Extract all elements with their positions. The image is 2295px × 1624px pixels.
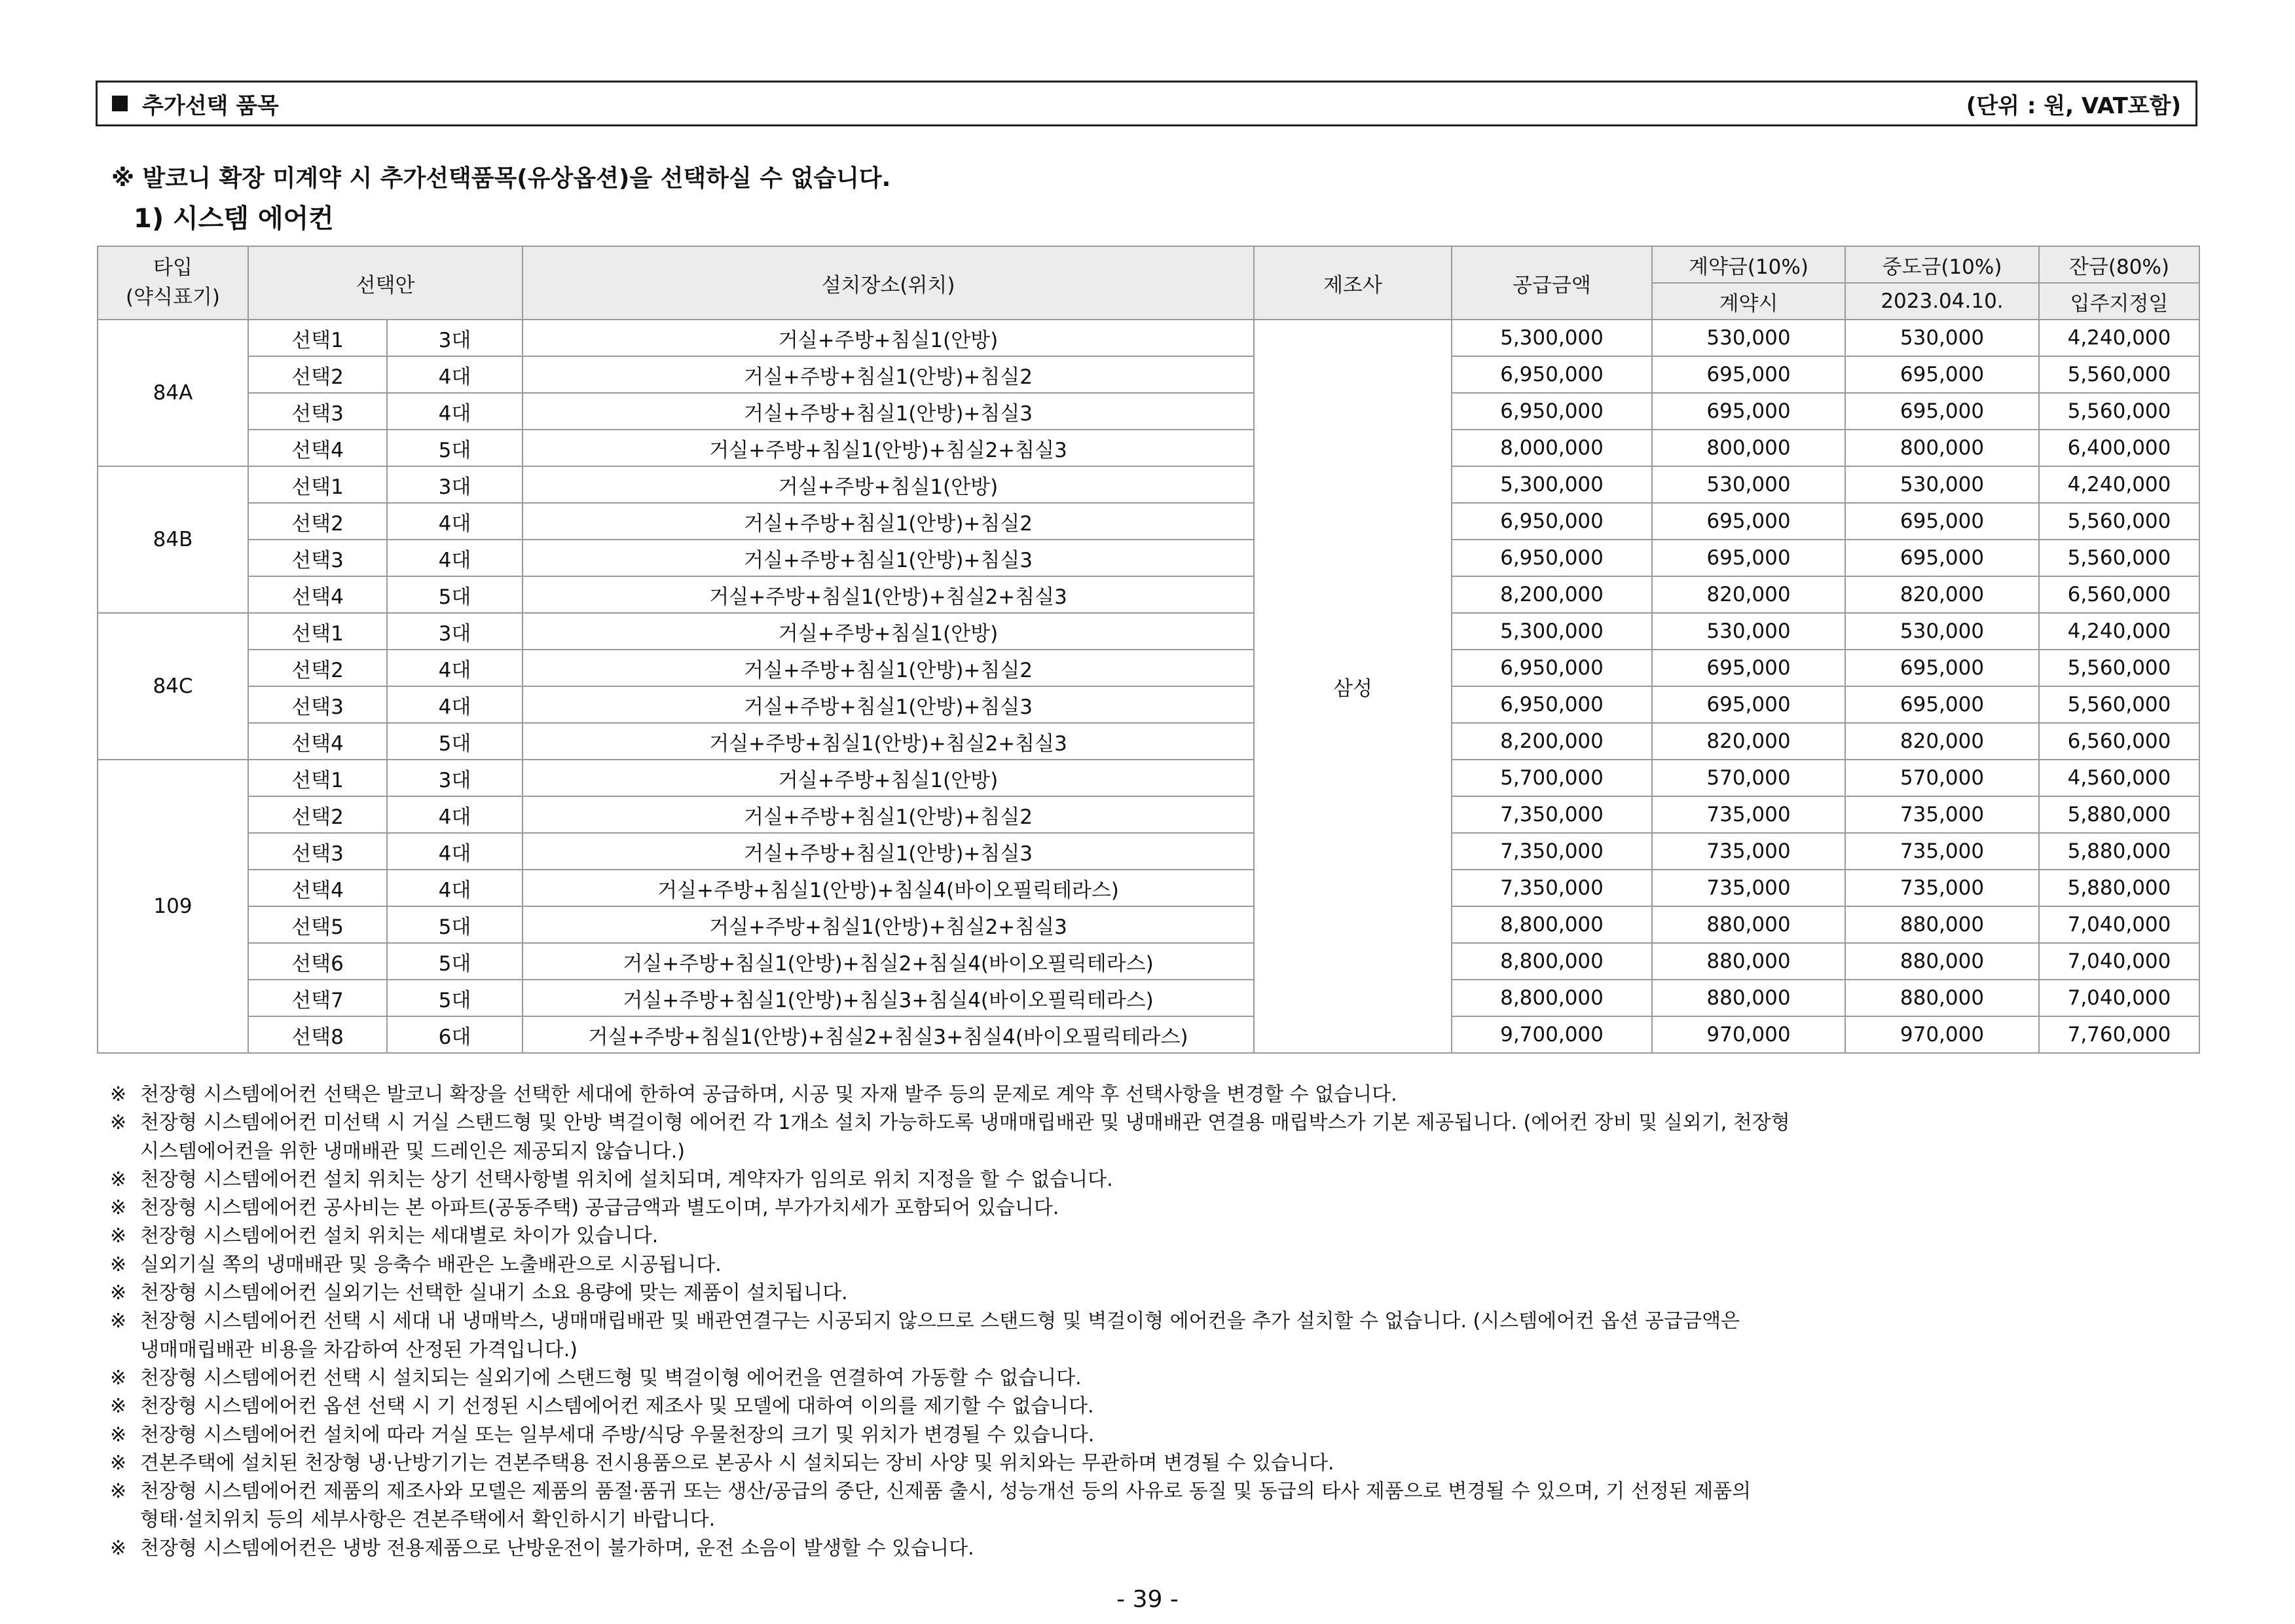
units-cell: 5대 <box>387 723 523 760</box>
option-cell: 선택3 <box>248 833 387 870</box>
price-cell: 7,350,000 <box>1452 796 1652 833</box>
units-cell: 4대 <box>387 356 523 393</box>
note-mark: ※ <box>110 1536 127 1560</box>
middle-payment-cell: 880,000 <box>1845 980 2039 1016</box>
header-middle-when: 2023.04.10. <box>1845 283 2039 320</box>
note-item <box>110 1194 2179 1222</box>
price-cell: 5,300,000 <box>1452 466 1652 503</box>
balance-cell: 7,040,000 <box>2039 980 2199 1016</box>
price-cell: 6,950,000 <box>1452 393 1652 430</box>
header-deposit-when: 계약시 <box>1652 283 1845 320</box>
option-cell: 선택7 <box>248 980 387 1016</box>
middle-payment-cell: 695,000 <box>1845 393 2039 430</box>
price-cell: 6,950,000 <box>1452 650 1652 686</box>
table-row <box>98 576 2199 613</box>
table-row <box>98 650 2199 686</box>
price-cell: 6,950,000 <box>1452 686 1652 723</box>
note-text: 천장형 시스템에어컨 공사비는 본 아파트(공동주택) 공급금액과 별도이며, 부가가치세가 포함되어 있습니다. <box>140 1196 1059 1220</box>
note-text: 천장형 시스템에어컨 선택은 발코니 확장을 선택한 세대에 한하여 공급하며, 시공 및 자재 발주 등의 문제로 계약 후 선택사항을 변경할 수 없습니다. <box>140 1083 1397 1106</box>
note-text: 견본주택에 설치된 천장형 냉·난방기기는 견본주택용 전시용품으로 본공사 시 설치되는 장비 사양 및 위치와는 무관하며 변경될 수 있습니다. <box>140 1451 1334 1475</box>
note-mark: ※ <box>110 1366 127 1390</box>
balance-cell: 5,880,000 <box>2039 833 2199 870</box>
units-cell: 5대 <box>387 943 523 980</box>
price-cell: 5,300,000 <box>1452 320 1652 356</box>
table-row <box>98 760 2199 796</box>
notes-list <box>110 1080 2179 1562</box>
balance-cell: 5,880,000 <box>2039 796 2199 833</box>
balance-cell: 5,560,000 <box>2039 650 2199 686</box>
note-mark: ※ <box>110 1168 127 1191</box>
note-item <box>110 1449 2179 1477</box>
header-maker: 제조사 <box>1254 246 1452 320</box>
table-row <box>98 466 2199 503</box>
price-cell: 8,200,000 <box>1452 723 1652 760</box>
middle-payment-cell: 695,000 <box>1845 686 2039 723</box>
price-cell: 8,800,000 <box>1452 906 1652 943</box>
black-square-icon <box>112 96 128 111</box>
middle-payment-cell: 970,000 <box>1845 1016 2039 1053</box>
balance-cell: 5,560,000 <box>2039 686 2199 723</box>
middle-payment-cell: 735,000 <box>1845 870 2039 906</box>
deposit-cell: 820,000 <box>1652 723 1845 760</box>
note-item <box>110 1166 2179 1194</box>
table-body <box>98 246 2199 1053</box>
table-row <box>98 796 2199 833</box>
units-cell: 4대 <box>387 870 523 906</box>
units-cell: 4대 <box>387 796 523 833</box>
balance-cell: 6,560,000 <box>2039 723 2199 760</box>
units-cell: 4대 <box>387 393 523 430</box>
location-cell: 거실+주방+침실1(안방)+침실4(바이오필릭테라스) <box>523 870 1254 906</box>
balance-cell: 5,560,000 <box>2039 540 2199 576</box>
price-cell: 6,950,000 <box>1452 540 1652 576</box>
header-price: 공급금액 <box>1452 246 1652 320</box>
location-cell: 거실+주방+침실1(안방)+침실2+침실3 <box>523 723 1254 760</box>
price-cell: 5,700,000 <box>1452 760 1652 796</box>
units-cell: 4대 <box>387 503 523 540</box>
note-item <box>110 1251 2179 1279</box>
note-item <box>110 1364 2179 1392</box>
balance-cell: 7,760,000 <box>2039 1016 2199 1053</box>
table-row <box>98 320 2199 356</box>
option-cell: 선택3 <box>248 393 387 430</box>
deposit-cell: 800,000 <box>1652 430 1845 466</box>
location-cell: 거실+주방+침실1(안방)+침실3 <box>523 833 1254 870</box>
table-row <box>98 393 2199 430</box>
section-title-text: 추가선택 품목 <box>142 92 279 119</box>
type-cell: 84C <box>98 613 248 760</box>
deposit-cell: 735,000 <box>1652 796 1845 833</box>
balance-cell: 5,560,000 <box>2039 503 2199 540</box>
note-mark: ※ <box>110 1423 127 1447</box>
middle-payment-cell: 880,000 <box>1845 906 2039 943</box>
option-cell: 선택6 <box>248 943 387 980</box>
location-cell: 거실+주방+침실1(안방)+침실2+침실3 <box>523 576 1254 613</box>
middle-payment-cell: 570,000 <box>1845 760 2039 796</box>
price-cell: 6,950,000 <box>1452 356 1652 393</box>
option-cell: 선택4 <box>248 723 387 760</box>
option-cell: 선택4 <box>248 430 387 466</box>
table-row <box>98 723 2199 760</box>
units-cell: 3대 <box>387 466 523 503</box>
middle-payment-cell: 800,000 <box>1845 430 2039 466</box>
option-cell: 선택2 <box>248 356 387 393</box>
note-item <box>110 1279 2179 1307</box>
note-text: 천장형 시스템에어컨 설치 위치는 세대별로 차이가 있습니다. <box>140 1225 659 1248</box>
location-cell: 거실+주방+침실1(안방)+침실3 <box>523 393 1254 430</box>
option-cell: 선택2 <box>248 650 387 686</box>
units-cell: 4대 <box>387 650 523 686</box>
maker-cell: 삼성 <box>1254 320 1452 1053</box>
deposit-cell: 695,000 <box>1652 650 1845 686</box>
units-cell: 6대 <box>387 1016 523 1053</box>
balance-cell: 4,240,000 <box>2039 320 2199 356</box>
table-row <box>98 356 2199 393</box>
location-cell: 거실+주방+침실1(안방) <box>523 760 1254 796</box>
section-title <box>112 88 279 120</box>
table-row <box>98 833 2199 870</box>
balance-cell: 4,240,000 <box>2039 613 2199 650</box>
note-text: 천장형 시스템에어컨 선택 시 설치되는 실외기에 스탠드형 및 벽걸이형 에어컨을 연결하여 가동할 수 없습니다. <box>140 1366 1082 1390</box>
note-text: 천장형 시스템에어컨 미선택 시 거실 스탠드형 및 안방 벽걸이형 에어컨 각 1개소 설치 가능하도록 냉매매립배관 및 냉매배관 연결용 매립박스가 기본 제공됩니다. (에어컨 장비 및 실외기, 천장형 시스템에어컨을 위한 냉매배관 및 드레인은 제공되지 않습니다.) <box>140 1111 1790 1163</box>
note-item <box>110 1421 2179 1449</box>
table-row <box>98 613 2199 650</box>
note-item <box>110 1534 2179 1562</box>
type-cell: 84A <box>98 320 248 466</box>
note-mark: ※ <box>110 1111 127 1135</box>
deposit-cell: 570,000 <box>1652 760 1845 796</box>
header-balance: 잔금(80%) <box>2039 246 2199 283</box>
deposit-cell: 695,000 <box>1652 686 1845 723</box>
note-mark: ※ <box>110 1083 127 1106</box>
note-item <box>110 1307 2179 1364</box>
table-header-row <box>98 246 2199 283</box>
price-cell: 8,000,000 <box>1452 430 1652 466</box>
type-cell: 84B <box>98 466 248 613</box>
subsection-title: 1) 시스템 에어컨 <box>134 204 334 234</box>
note-text: 천장형 시스템에어컨 실외기는 선택한 실내기 소요 용량에 맞는 제품이 설치됩니다. <box>140 1282 848 1305</box>
option-cell: 선택4 <box>248 576 387 613</box>
deposit-cell: 695,000 <box>1652 393 1845 430</box>
option-cell: 선택1 <box>248 320 387 356</box>
balcony-warning: ※ 발코니 확장 미계약 시 추가선택품목(유상옵션)을 선택하실 수 없습니다. <box>111 165 891 192</box>
balance-cell: 5,560,000 <box>2039 356 2199 393</box>
middle-payment-cell: 695,000 <box>1845 503 2039 540</box>
option-cell: 선택8 <box>248 1016 387 1053</box>
table-row <box>98 980 2199 1016</box>
location-cell: 거실+주방+침실1(안방)+침실3 <box>523 686 1254 723</box>
note-item <box>110 1392 2179 1420</box>
middle-payment-cell: 820,000 <box>1845 723 2039 760</box>
header-balance-when: 입주지정일 <box>2039 283 2199 320</box>
option-cell: 선택3 <box>248 686 387 723</box>
middle-payment-cell: 735,000 <box>1845 833 2039 870</box>
balance-cell: 6,560,000 <box>2039 576 2199 613</box>
units-cell: 5대 <box>387 576 523 613</box>
balance-cell: 4,560,000 <box>2039 760 2199 796</box>
balance-cell: 5,880,000 <box>2039 870 2199 906</box>
price-cell: 8,200,000 <box>1452 576 1652 613</box>
note-text: 천장형 시스템에어컨 옵션 선택 시 기 선정된 시스템에어컨 제조사 및 모델에 대하여 이의를 제기할 수 없습니다. <box>140 1395 1094 1418</box>
location-cell: 거실+주방+침실1(안방)+침실2+침실3 <box>523 430 1254 466</box>
header-middle: 중도금(10%) <box>1845 246 2039 283</box>
location-cell: 거실+주방+침실1(안방)+침실3+침실4(바이오필릭테라스) <box>523 980 1254 1016</box>
table-row <box>98 1016 2199 1053</box>
option-cell: 선택2 <box>248 796 387 833</box>
price-cell: 8,800,000 <box>1452 980 1652 1016</box>
note-mark: ※ <box>110 1395 127 1418</box>
deposit-cell: 695,000 <box>1652 540 1845 576</box>
option-cell: 선택1 <box>248 466 387 503</box>
price-cell: 7,350,000 <box>1452 870 1652 906</box>
table-row <box>98 503 2199 540</box>
units-cell: 4대 <box>387 686 523 723</box>
middle-payment-cell: 695,000 <box>1845 356 2039 393</box>
units-cell: 5대 <box>387 980 523 1016</box>
option-cell: 선택5 <box>248 906 387 943</box>
middle-payment-cell: 735,000 <box>1845 796 2039 833</box>
location-cell: 거실+주방+침실1(안방)+침실2+침실3 <box>523 906 1254 943</box>
units-cell: 4대 <box>387 540 523 576</box>
header-option: 선택안 <box>248 246 523 320</box>
note-text: 천장형 시스템에어컨 제품의 제조사와 모델은 제품의 품절·품귀 또는 생산/공급의 중단, 신제품 출시, 성능개선 등의 사유로 동질 및 동급의 타사 제품으로 변경될 수 있으며, 기 선정된 제품의 형태·설치위치 등의 세부사항은 견본주택에서 확인하시기 바랍니다. <box>140 1480 1752 1532</box>
deposit-cell: 695,000 <box>1652 356 1845 393</box>
middle-payment-cell: 530,000 <box>1845 320 2039 356</box>
location-cell: 거실+주방+침실1(안방) <box>523 613 1254 650</box>
header-type: 타입 (약식표기) <box>98 246 248 320</box>
units-cell: 3대 <box>387 613 523 650</box>
deposit-cell: 820,000 <box>1652 576 1845 613</box>
note-text: 천장형 시스템에어컨 설치 위치는 상기 선택사항별 위치에 설치되며, 계약자가 임의로 위치 지정을 할 수 없습니다. <box>140 1168 1113 1191</box>
balance-cell: 7,040,000 <box>2039 943 2199 980</box>
units-cell: 5대 <box>387 430 523 466</box>
table-row <box>98 540 2199 576</box>
table-row <box>98 430 2199 466</box>
header-location: 설치장소(위치) <box>523 246 1254 320</box>
middle-payment-cell: 695,000 <box>1845 540 2039 576</box>
location-cell: 거실+주방+침실1(안방) <box>523 320 1254 356</box>
table-row <box>98 870 2199 906</box>
note-text: 천장형 시스템에어컨 선택 시 세대 내 냉매박스, 냉매매립배관 및 배관연결구는 시공되지 않으므로 스탠드형 및 벽걸이형 에어컨을 추가 설치할 수 없습니다. (시스템에어컨 옵션 공급금액은 냉매매립배관 비용을 차감하여 산정된 가격입니다.) <box>140 1310 1740 1361</box>
middle-payment-cell: 695,000 <box>1845 650 2039 686</box>
location-cell: 거실+주방+침실1(안방)+침실2+침실4(바이오필릭테라스) <box>523 943 1254 980</box>
note-text: 실외기실 쪽의 냉매배관 및 응축수 배관은 노출배관으로 시공됩니다. <box>140 1253 722 1276</box>
middle-payment-cell: 530,000 <box>1845 466 2039 503</box>
deposit-cell: 735,000 <box>1652 833 1845 870</box>
note-item <box>110 1477 2179 1534</box>
deposit-cell: 880,000 <box>1652 906 1845 943</box>
deposit-cell: 970,000 <box>1652 1016 1845 1053</box>
location-cell: 거실+주방+침실1(안방)+침실2+침실3+침실4(바이오필릭테라스) <box>523 1016 1254 1053</box>
note-mark: ※ <box>110 1282 127 1305</box>
middle-payment-cell: 880,000 <box>1845 943 2039 980</box>
note-mark: ※ <box>110 1196 127 1220</box>
section-header <box>96 81 2197 126</box>
table-row <box>98 906 2199 943</box>
note-item <box>110 1109 2179 1166</box>
option-cell: 선택1 <box>248 613 387 650</box>
location-cell: 거실+주방+침실1(안방)+침실3 <box>523 540 1254 576</box>
table-row <box>98 943 2199 980</box>
note-mark: ※ <box>110 1253 127 1276</box>
location-cell: 거실+주방+침실1(안방)+침실2 <box>523 356 1254 393</box>
units-cell: 3대 <box>387 760 523 796</box>
units-cell: 3대 <box>387 320 523 356</box>
location-cell: 거실+주방+침실1(안방)+침실2 <box>523 796 1254 833</box>
unit-label: (단위 : 원, VAT포함) <box>1966 92 2181 119</box>
deposit-cell: 735,000 <box>1652 870 1845 906</box>
price-cell: 7,350,000 <box>1452 833 1652 870</box>
note-item <box>110 1080 2179 1109</box>
units-cell: 5대 <box>387 906 523 943</box>
note-mark: ※ <box>110 1480 127 1504</box>
option-cell: 선택1 <box>248 760 387 796</box>
note-text: 천장형 시스템에어컨은 냉방 전용제품으로 난방운전이 불가하며, 운전 소음이 발생할 수 있습니다. <box>140 1536 974 1560</box>
deposit-cell: 695,000 <box>1652 503 1845 540</box>
note-mark: ※ <box>110 1310 127 1333</box>
middle-payment-cell: 820,000 <box>1845 576 2039 613</box>
note-mark: ※ <box>110 1451 127 1475</box>
deposit-cell: 530,000 <box>1652 320 1845 356</box>
location-cell: 거실+주방+침실1(안방)+침실2 <box>523 650 1254 686</box>
note-mark: ※ <box>110 1225 127 1248</box>
middle-payment-cell: 530,000 <box>1845 613 2039 650</box>
balance-cell: 6,400,000 <box>2039 430 2199 466</box>
balance-cell: 4,240,000 <box>2039 466 2199 503</box>
units-cell: 4대 <box>387 833 523 870</box>
price-cell: 6,950,000 <box>1452 503 1652 540</box>
deposit-cell: 530,000 <box>1652 466 1845 503</box>
aircon-option-table <box>97 246 2200 1054</box>
option-cell: 선택2 <box>248 503 387 540</box>
type-cell: 109 <box>98 760 248 1053</box>
price-cell: 5,300,000 <box>1452 613 1652 650</box>
option-cell: 선택4 <box>248 870 387 906</box>
price-cell: 8,800,000 <box>1452 943 1652 980</box>
deposit-cell: 880,000 <box>1652 943 1845 980</box>
price-cell: 9,700,000 <box>1452 1016 1652 1053</box>
option-cell: 선택3 <box>248 540 387 576</box>
note-item <box>110 1222 2179 1250</box>
note-text: 천장형 시스템에어컨 설치에 따라 거실 또는 일부세대 주방/식당 우물천장의 크기 및 위치가 변경될 수 있습니다. <box>140 1423 1095 1447</box>
location-cell: 거실+주방+침실1(안방)+침실2 <box>523 503 1254 540</box>
deposit-cell: 880,000 <box>1652 980 1845 1016</box>
deposit-cell: 530,000 <box>1652 613 1845 650</box>
location-cell: 거실+주방+침실1(안방) <box>523 466 1254 503</box>
table-row <box>98 686 2199 723</box>
page-number: - 39 - <box>1116 1586 1179 1613</box>
balance-cell: 7,040,000 <box>2039 906 2199 943</box>
header-deposit: 계약금(10%) <box>1652 246 1845 283</box>
balance-cell: 5,560,000 <box>2039 393 2199 430</box>
